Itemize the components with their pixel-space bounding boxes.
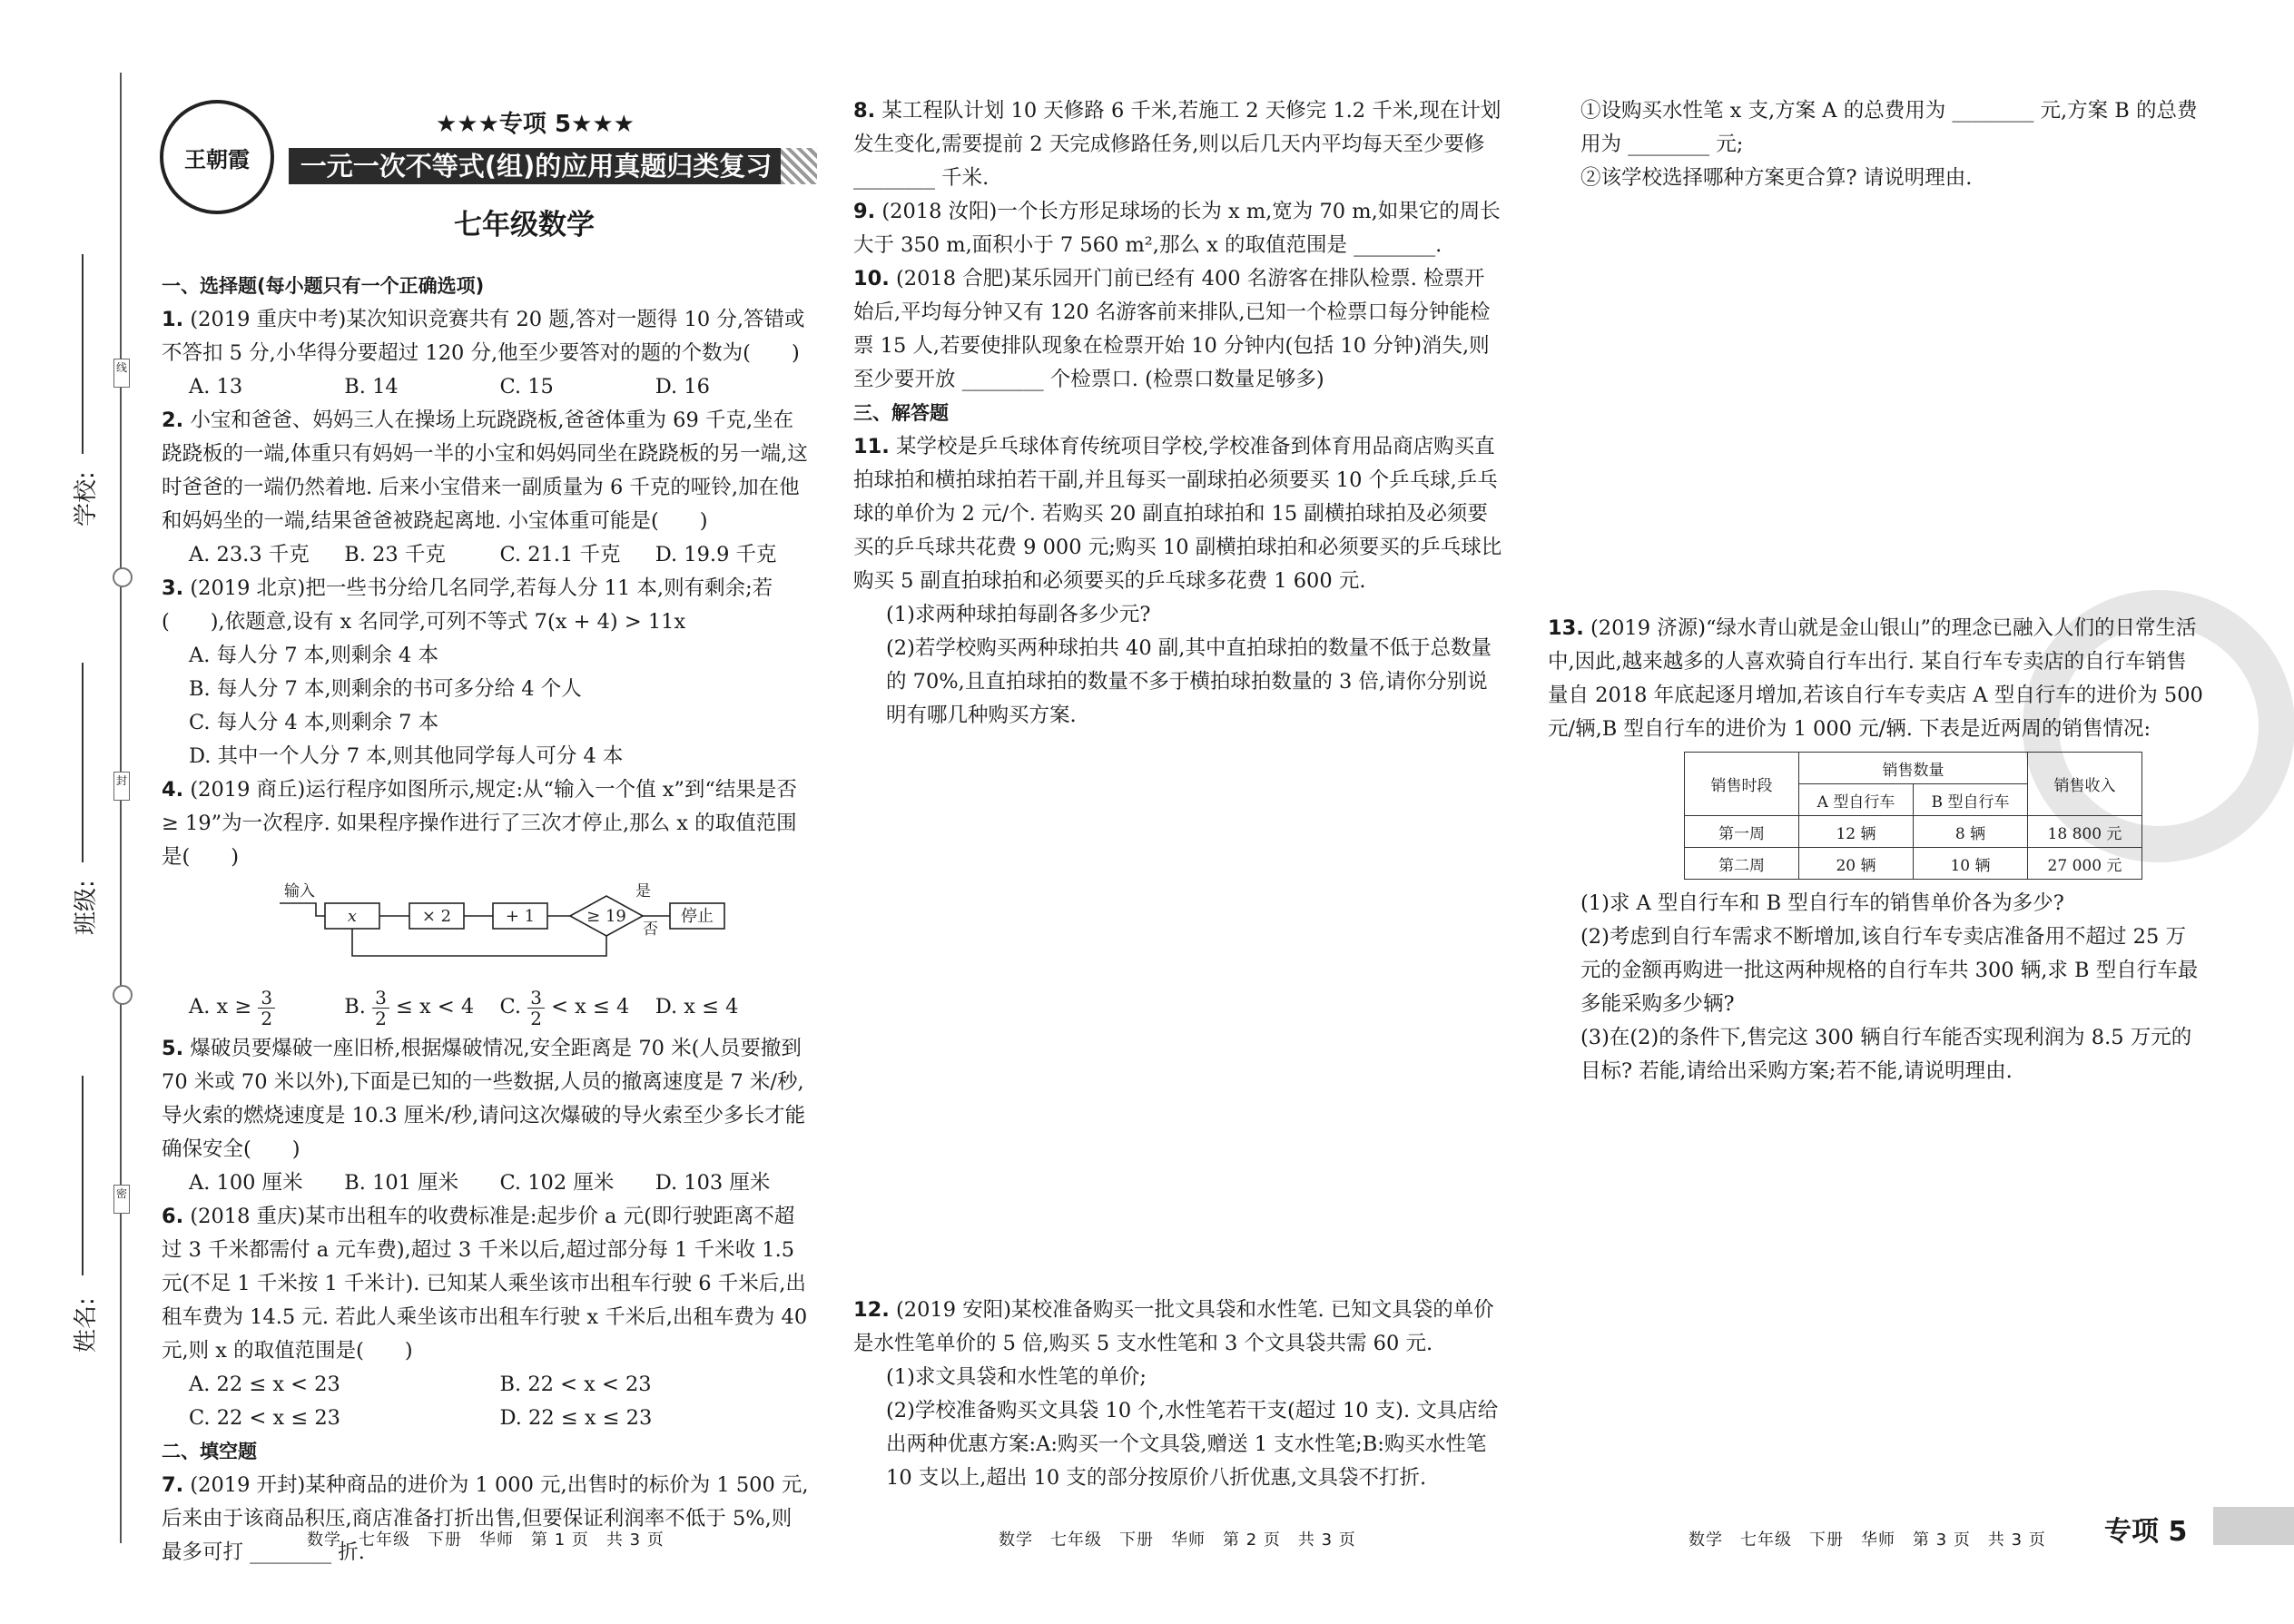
section-heading: 二、填空题 [162, 1441, 257, 1462]
option-suffix: < x ≤ 4 [551, 995, 630, 1019]
option[interactable]: A. 23.3 千克 [189, 543, 310, 566]
question [162, 303, 811, 370]
option[interactable]: D. x ≤ 4 [655, 995, 739, 1019]
table-cell: 20 辆 [1799, 848, 1914, 880]
section-heading: 一、选择题(每小题只有一个正确选项) [162, 275, 485, 297]
table-row [1685, 816, 2142, 848]
school-label: 学校: [73, 471, 100, 527]
question-number: 6. [162, 1205, 184, 1228]
sub-question: ①设购买水性笔 x 支,方案 A 的总费用为 ________ 元,方案 B 的总费用为 ________ 元; [1580, 99, 2198, 156]
question-text: 爆破员要爆破一座旧桥,根据爆破情况,安全距离是 70 米(人员要撤到 70 米或 70 米以外),下面是已知的一些数据,人员的撤离速度是 7 米/秒,导火索的燃烧速度是 10.3 厘米/秒,请问这次爆破的导火索至少多长才能确保安全( ) [162, 1037, 806, 1161]
series-tag: ★★★专项 5★★★ [436, 111, 635, 138]
question-number: 9. [853, 200, 876, 223]
fraction-denominator: 2 [530, 1007, 542, 1029]
option-suffix: ≤ x < 4 [395, 995, 475, 1019]
sub-question: ②该学校选择哪种方案更合算? 请说明理由. [1580, 166, 1973, 190]
option[interactable]: D. 22 ≤ x ≤ 23 [499, 1406, 653, 1430]
option[interactable]: A. 22 ≤ x < 23 [189, 1373, 340, 1396]
option[interactable]: D. 103 厘米 [655, 1171, 771, 1195]
question [853, 430, 1502, 598]
table-header-income: 销售收入 [2028, 753, 2142, 816]
option[interactable]: C. 15 [499, 375, 554, 399]
option[interactable]: C. 102 厘米 [499, 1171, 615, 1195]
sub-question: (2)若学校购买两种球拍共 40 副,其中直拍球拍的数量不低于总数量的 70%,且直拍球拍的数量不多于横拍球拍数量的 3 倍,请你分别说明有哪几种购买方案. [886, 636, 1492, 727]
page-footer-1: 数学 七年级 下册 华师 第 1 页 共 3 页 [307, 1530, 665, 1550]
binding-hole [113, 985, 133, 1005]
options-row [162, 538, 811, 572]
fraction-denominator: 2 [261, 1007, 273, 1029]
option[interactable]: B. 22 < x < 23 [499, 1373, 652, 1396]
option[interactable]: D. 其中一个人分 7 本,则其他同学每人可分 4 本 [189, 744, 624, 768]
class-label: 班级: [73, 880, 100, 935]
question [162, 572, 811, 639]
sub-question: (1)求文具袋和水性笔的单价; [886, 1365, 1147, 1389]
flow-decision-text: ≥ 19 [586, 907, 626, 926]
table-cell: 18 800 元 [2028, 816, 2142, 848]
option[interactable]: A. 每人分 7 本,则剩余 4 本 [189, 644, 438, 667]
program-flowchart [162, 876, 811, 976]
title-decoration [781, 148, 817, 184]
option[interactable] [344, 981, 499, 1032]
option[interactable]: C. 22 < x ≤ 23 [189, 1406, 340, 1430]
name-field[interactable] [82, 1076, 84, 1275]
section-heading: 三、解答题 [853, 402, 949, 424]
flow-x-text: x [347, 907, 358, 926]
flow-no-label: 否 [643, 920, 658, 939]
table-cell: 12 辆 [1799, 816, 1914, 848]
question [1548, 612, 2206, 746]
class-field[interactable] [82, 663, 84, 862]
column-1 [162, 270, 811, 1570]
options-grid [162, 1368, 811, 1435]
fraction [372, 988, 389, 1029]
sub-question: (1)求两种球拍每副各多少元? [886, 603, 1151, 626]
corner-bar [2213, 1507, 2294, 1545]
options-row [162, 370, 811, 404]
option-prefix: B. [344, 995, 366, 1019]
column-3-lower [1548, 612, 2206, 1088]
table-cell: 10 辆 [1914, 848, 2028, 880]
question-text: (2018 汝阳)一个长方形足球场的长为 x m,宽为 70 m,如果它的周长大于 350 m,面积小于 7 560 m²,那么 x 的取值范围是 ________. [853, 200, 1501, 257]
school-field[interactable] [82, 254, 84, 454]
question [162, 1469, 811, 1570]
cut-mark: 线 [113, 359, 130, 388]
flowchart-svg [271, 876, 779, 976]
page-footer-3: 数学 七年级 下册 华师 第 3 页 共 3 页 [1689, 1530, 2046, 1550]
question [162, 1200, 811, 1368]
flow-times-text: × 2 [421, 907, 452, 926]
question [162, 1032, 811, 1166]
table-row [1685, 848, 2142, 880]
table-header-b: B 型自行车 [1914, 784, 2028, 816]
sub-question: (3)在(2)的条件下,售完这 300 辆自行车能否实现利润为 8.5 万元的目标? 若能,请给出采购方案;若不能,请说明理由. [1580, 1026, 2192, 1083]
fraction-numerator: 3 [527, 988, 545, 1009]
binding-line [120, 73, 122, 1543]
options-row [162, 1166, 811, 1200]
option[interactable]: A. 100 厘米 [189, 1171, 303, 1195]
question-number: 2. [162, 408, 184, 432]
option-prefix: A. x ≥ [189, 995, 252, 1019]
sub-question: (2)考虑到自行车需求不断增加,该自行车专卖店准备用不超过 25 万元的金额再购进一批这两种规格的自行车共 300 辆,求 B 型自行车最多能采购多少辆? [1580, 925, 2199, 1016]
cut-mark: 封 [113, 772, 130, 801]
question-text: 某学校是乒乓球体育传统项目学校,学校准备到体育用品商店购买直拍球拍和横拍球拍若干副,并且每买一副球拍必须要买 10 个乒乓球,乒乓球的单价为 2 元/个. 若购买 20 副直拍球拍和 15 副横拍球拍及必须要买的乒乓球共花费 9 000 元;购买 10 副横拍球拍和必须要买的乒乓球比购买 5 副直拍球拍和必须要买的乒乓球多花费 1 600 元. [853, 435, 1502, 593]
options-row [162, 981, 811, 1032]
fraction-denominator: 2 [375, 1007, 387, 1029]
question-text: 小宝和爸爸、妈妈三人在操场上玩跷跷板,爸爸体重为 69 千克,坐在跷跷板的一端,体重只有妈妈一半的小宝和妈妈同坐在跷跷板的另一端,这时爸爸的一端仍然着地. 后来小宝借来一副质量为 6 千克的哑铃,加在他和妈妈坐的一端,结果爸爸被跷起离地. 小宝体重可能是( ) [162, 408, 808, 533]
question [853, 262, 1502, 397]
table-cell: 8 辆 [1914, 816, 2028, 848]
table-header-qty: 销售数量 [1799, 753, 2028, 784]
flow-yes-label: 是 [635, 882, 651, 901]
question-number: 13. [1548, 616, 1584, 640]
name-label: 姓名: [73, 1297, 100, 1353]
question-number: 5. [162, 1037, 184, 1060]
option[interactable]: B. 101 厘米 [344, 1171, 459, 1195]
table-cell: 27 000 元 [2028, 848, 2142, 880]
flow-input-label: 输入 [284, 882, 315, 901]
question [853, 94, 1502, 195]
option[interactable]: A. 13 [189, 375, 243, 399]
option[interactable] [500, 981, 655, 1032]
flow-stop-text: 停止 [681, 907, 714, 926]
sales-table [1684, 752, 2142, 880]
paper-subtitle: 七年级数学 [454, 209, 595, 241]
question-text: (2019 重庆中考)某次知识竞赛共有 20 题,答对一题得 10 分,答错或不答扣 5 分,小华得分要超过 120 分,他至少要答对的题的个数为( ) [162, 308, 805, 365]
option[interactable]: B. 14 [344, 375, 399, 399]
fraction [258, 988, 275, 1029]
question [162, 404, 811, 538]
fraction-numerator: 3 [372, 988, 389, 1009]
binding-hole [113, 567, 133, 587]
table-cell: 第一周 [1685, 816, 1799, 848]
option-prefix: C. [499, 995, 522, 1019]
cut-mark: 密 [113, 1185, 130, 1214]
option[interactable] [189, 981, 344, 1032]
question-text: (2019 安阳)某校准备购买一批文具袋和水性笔. 已知文具袋的单价是水性笔单价的 5 倍,购买 5 支水性笔和 3 个文具袋共需 60 元. [853, 1298, 1494, 1355]
question-text: (2019 北京)把一些书分给几名同学,若每人分 11 本,则有剩余;若( ),依题意,设有 x 名同学,可列不等式 7(x + 4) > 11x [162, 576, 773, 634]
sub-question: (1)求 A 型自行车和 B 型自行车的销售单价各为多少? [1580, 891, 2064, 915]
question-number: 1. [162, 308, 184, 331]
paper-title: 一元一次不等式(组)的应用真题归类复习卷 [289, 148, 783, 184]
fraction-numerator: 3 [258, 988, 275, 1009]
question-number: 10. [853, 267, 890, 290]
question-text: 某工程队计划 10 天修路 6 千米,若施工 2 天修完 1.2 千米,现在计划发生变化,需要提前 2 天完成修路任务,则以后几天内平均每天至少要修 ________ 千米. [853, 99, 1501, 190]
option[interactable]: C. 21.1 千克 [499, 543, 621, 566]
question-number: 11. [853, 435, 890, 458]
question-text: (2019 商丘)运行程序如图所示,规定:从“输入一个值 x”到“结果是否 ≥ 19”为一次程序. 如果程序操作进行了三次才停止,那么 x 的取值范围是( ) [162, 778, 797, 869]
column-2 [853, 94, 1502, 733]
flow-plus-text: + 1 [505, 907, 536, 926]
question [853, 1294, 1502, 1361]
column-3 [1548, 94, 2206, 195]
option[interactable]: D. 16 [655, 375, 710, 399]
table-header-a: A 型自行车 [1799, 784, 1914, 816]
question-text: (2018 重庆)某市出租车的收费标准是:起步价 a 元(即行驶距离不超过 3 千米都需付 a 元车费),超过 3 千米以后,超过部分每 1 千米收 1.5 元(不足 1 千米按 1 千米计). 已知某人乘坐该市出租车行驶 6 千米后,出租车费为 14.5 元. 若此人乘坐该市出租车行驶 x 千米后,出租车费为 40 元,则 x 的取值范围是( ) [162, 1205, 808, 1363]
question-text: (2018 合肥)某乐园开门前已经有 400 名游客在排队检票. 检票开始后,平均每分钟又有 120 名游客前来排队,已知一个检票口每分钟能检票 15 人,若要使排队现象在检票开始 10 分钟内(包括 10 分钟)消失,则至少要开放 ________ 个检票口. (检票口数量足够多) [853, 267, 1491, 391]
option[interactable]: C. 每人分 4 本,则剩余 7 本 [189, 711, 439, 734]
option[interactable]: B. 每人分 7 本,则剩余的书可多分给 4 个人 [189, 677, 582, 701]
question-text: (2019 开封)某种商品的进价为 1 000 元,出售时的标价为 1 500 元,后来由于该商品积压,商店准备打折出售,但要保证利润率不低于 5%,则最多可打 ________ 折. [162, 1473, 809, 1564]
corner-label: 专项 5 [2104, 1516, 2188, 1548]
fraction [527, 988, 545, 1029]
question [162, 773, 811, 874]
brand-logo: 王朝霞 [160, 100, 274, 214]
question-text: (2019 济源)“绿水青山就是金山银山”的理念已融入人们的日常生活中,因此,越来越多的人喜欢骑自行车出行. 某自行车专卖店的自行车销售量自 2018 年底起逐月增加,若该自行车专卖店 A 型自行车的进价为 500 元/辆,B 型自行车的进价为 1 000 元/辆. 下表是近两周的销售情况: [1548, 616, 2203, 741]
table-header-time: 销售时段 [1685, 753, 1799, 816]
column-2-lower [853, 1294, 1502, 1495]
option[interactable]: B. 23 千克 [344, 543, 446, 566]
question-number: 12. [853, 1298, 890, 1322]
table-cell: 第二周 [1685, 848, 1799, 880]
question-number: 3. [162, 576, 184, 600]
sub-question: (2)学校准备购买文具袋 10 个,水性笔若干支(超过 10 支). 文具店给出两种优惠方案:A:购买一个文具袋,赠送 1 支水性笔;B:购买水性笔 10 支以上,超出 10 支的部分按原价八折优惠,文具袋不打折. [886, 1399, 1499, 1490]
question-number: 4. [162, 778, 184, 802]
question [853, 195, 1502, 262]
question-number: 8. [853, 99, 876, 123]
page-footer-2: 数学 七年级 下册 华师 第 2 页 共 3 页 [999, 1530, 1356, 1550]
option[interactable]: D. 19.9 千克 [655, 543, 777, 566]
question-number: 7. [162, 1473, 184, 1497]
